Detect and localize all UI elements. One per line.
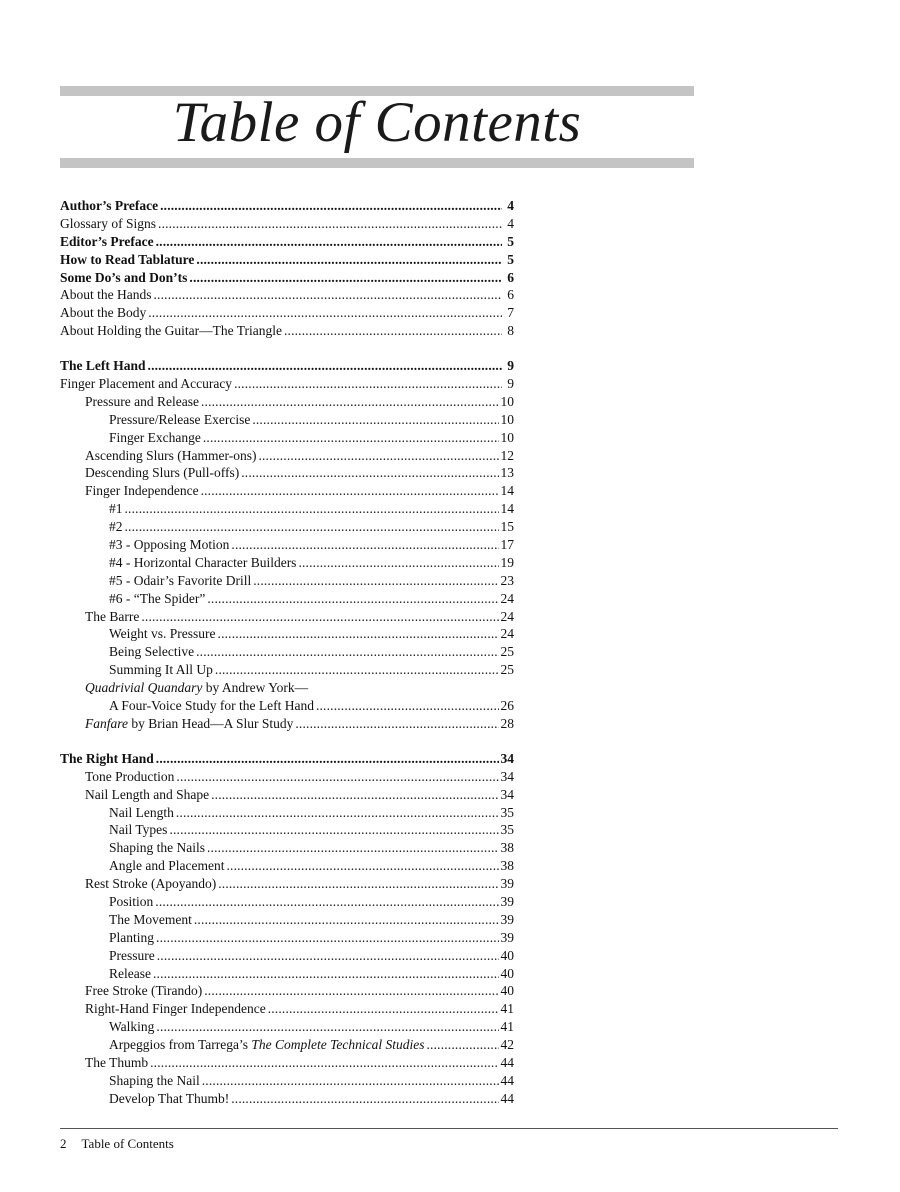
toc-entry-label xyxy=(85,768,174,786)
toc-entry[interactable] xyxy=(60,715,514,733)
toc-entry-label xyxy=(109,643,194,661)
toc-entry[interactable] xyxy=(60,572,514,590)
toc-entry[interactable] xyxy=(60,965,514,983)
toc-entry-label xyxy=(60,197,158,215)
toc-entry[interactable] xyxy=(60,1018,514,1036)
toc-entry[interactable] xyxy=(60,590,514,608)
dot-leader xyxy=(202,1072,499,1090)
toc-entry-label xyxy=(109,661,213,679)
dot-leader xyxy=(201,393,499,411)
toc-entry[interactable] xyxy=(60,625,514,643)
toc-entry-label xyxy=(109,1018,154,1036)
toc-entry-text: Glossary of Signs xyxy=(60,215,157,231)
toc-entry-text: A Four-Voice Study for the Left Hand xyxy=(109,698,314,714)
toc-entry-label xyxy=(109,947,155,965)
dot-leader xyxy=(201,482,499,500)
toc-entry[interactable] xyxy=(60,215,514,233)
toc-entry-text: Shaping the Nails xyxy=(109,840,205,856)
toc-entry-label xyxy=(85,1054,148,1072)
dot-leader xyxy=(203,429,499,447)
toc-entry-page-number: 5 xyxy=(507,251,514,267)
toc-entry[interactable] xyxy=(60,500,514,518)
toc-entry-title-italic: The Complete Technical Studies xyxy=(251,1037,425,1053)
toc-entry-page-number: 13 xyxy=(500,465,514,481)
toc-entry-text: by Brian Head—A Slur Study xyxy=(128,715,294,731)
toc-entry-label xyxy=(109,821,167,839)
dot-leader xyxy=(148,304,502,322)
dot-leader xyxy=(176,768,498,786)
toc-entry[interactable] xyxy=(60,357,514,375)
toc-entry-label xyxy=(85,679,308,697)
toc-entry-page-number: 38 xyxy=(500,840,514,856)
toc-entry[interactable] xyxy=(60,1072,514,1090)
toc-entry[interactable] xyxy=(60,893,514,911)
dot-leader xyxy=(207,590,498,608)
toc-entry-label xyxy=(85,464,239,482)
dot-leader xyxy=(218,625,499,643)
toc-entry[interactable] xyxy=(60,697,514,715)
toc-entry-label xyxy=(109,411,250,429)
dot-leader xyxy=(156,1018,498,1036)
toc-entry-page-number: 7 xyxy=(507,305,514,321)
toc-entry-label xyxy=(109,572,251,590)
toc-entry-label xyxy=(60,269,187,287)
toc-entry[interactable] xyxy=(60,750,514,768)
toc-entry-label xyxy=(109,590,205,608)
toc-entry-page-number: 10 xyxy=(500,393,514,409)
toc-entry-page-number: 19 xyxy=(500,554,514,570)
dot-leader xyxy=(231,1090,498,1108)
toc-entry-text: Right-Hand Finger Independence xyxy=(85,1001,266,1017)
toc-entry-label xyxy=(85,482,199,500)
title-rule-bottom xyxy=(60,158,694,168)
toc-entry-text: Editor’s Preface xyxy=(60,233,154,249)
toc-entry[interactable] xyxy=(60,982,514,1000)
dot-leader xyxy=(157,947,499,965)
toc-entry-page-number: 44 xyxy=(500,1072,514,1088)
toc-entry-page-number: 4 xyxy=(507,198,514,213)
toc-entry-page-number: 9 xyxy=(507,358,514,374)
toc-entry-page-number: 24 xyxy=(500,626,514,642)
toc-entry-label xyxy=(60,357,146,375)
toc-entry-label xyxy=(85,786,209,804)
toc-entry-page-number: 34 xyxy=(500,750,514,766)
toc-entry[interactable] xyxy=(60,1090,514,1108)
toc-entry-label xyxy=(85,982,202,1000)
toc-entry-page-number: 5 xyxy=(507,233,514,249)
dot-leader xyxy=(125,500,499,518)
toc-entry-page-number: 42 xyxy=(500,1037,514,1053)
toc-entry-page-number: 9 xyxy=(507,376,514,392)
footer-page-number: 2 xyxy=(60,1136,67,1151)
toc-entry-text: Walking xyxy=(109,1019,155,1035)
dot-leader xyxy=(316,697,499,715)
toc-entry-text: The Right Hand xyxy=(60,750,154,766)
dot-leader xyxy=(176,804,499,822)
footer-rule xyxy=(60,1128,838,1129)
toc-section xyxy=(60,197,514,340)
dot-leader xyxy=(160,197,502,215)
toc-entry-label xyxy=(109,518,123,536)
toc-entry[interactable] xyxy=(60,911,514,929)
toc-entry[interactable] xyxy=(60,286,514,304)
toc-entry[interactable] xyxy=(60,375,514,393)
toc-entry[interactable] xyxy=(60,786,514,804)
toc-entry-page-number: 40 xyxy=(500,947,514,963)
toc-entry-page-number: 6 xyxy=(507,287,514,303)
toc-entry[interactable] xyxy=(60,643,514,661)
toc-entry[interactable] xyxy=(60,875,514,893)
dot-leader xyxy=(155,893,498,911)
toc-entry-label xyxy=(109,625,216,643)
toc-entry[interactable] xyxy=(60,464,514,482)
toc-entry-text: Being Selective xyxy=(109,644,195,660)
toc-entry-label xyxy=(60,750,154,768)
toc-entry-text: The Barre xyxy=(85,608,140,624)
toc-entry-text: Arpeggios from Tarrega’s xyxy=(109,1037,252,1053)
toc-entry-text: Author’s Preface xyxy=(60,198,159,213)
toc-entry-text: Angle and Placement xyxy=(109,858,225,874)
dot-leader xyxy=(156,750,499,768)
toc-entry-page-number: 24 xyxy=(500,590,514,606)
dot-leader xyxy=(284,322,502,340)
dot-leader xyxy=(234,375,502,393)
toc-entry-page-number: 40 xyxy=(500,965,514,981)
toc-entry[interactable] xyxy=(60,447,514,465)
toc-entry-text: The Left Hand xyxy=(60,358,146,374)
toc-entry-label xyxy=(60,251,194,269)
toc-entry-label xyxy=(60,233,154,251)
toc-entry[interactable] xyxy=(60,821,514,839)
toc-entry-text: Summing It All Up xyxy=(109,662,213,678)
dot-leader xyxy=(226,857,498,875)
dot-leader xyxy=(153,965,499,983)
toc-entry[interactable] xyxy=(60,197,514,215)
toc-entry[interactable] xyxy=(60,947,514,965)
toc-entry-label xyxy=(109,1090,229,1108)
toc-entry-page-number: 12 xyxy=(500,447,514,463)
dot-leader xyxy=(196,643,498,661)
toc-entry[interactable] xyxy=(60,322,514,340)
toc-entry-text: About Holding the Guitar—The Triangle xyxy=(60,323,282,339)
toc-entry-label xyxy=(109,536,229,554)
toc-entry[interactable] xyxy=(60,304,514,322)
toc-entry-page-number: 35 xyxy=(500,822,514,838)
toc-entry-page-number: 10 xyxy=(500,411,514,427)
toc-entry[interactable] xyxy=(60,1054,514,1072)
dot-leader xyxy=(252,411,498,429)
toc-entry[interactable] xyxy=(60,929,514,947)
dot-leader xyxy=(231,536,498,554)
toc-entry-page-number: 10 xyxy=(500,429,514,445)
toc-entry-text: Pressure and Release xyxy=(85,393,199,409)
toc-entry-page-number: 35 xyxy=(500,804,514,820)
toc-entry-label xyxy=(60,375,232,393)
toc-entry[interactable] xyxy=(60,857,514,875)
toc-entry-page-number: 4 xyxy=(507,215,514,231)
toc-entry-label xyxy=(85,1000,266,1018)
toc-entry-label xyxy=(109,911,192,929)
dot-leader xyxy=(156,929,498,947)
toc-entry-text: Develop That Thumb! xyxy=(109,1090,230,1106)
toc-entry[interactable] xyxy=(60,518,514,536)
toc-entry-text: Some Do’s and Don’ts xyxy=(60,269,188,285)
toc-entry-text: The Movement xyxy=(109,911,192,927)
dot-leader xyxy=(211,786,498,804)
toc-entry-label xyxy=(109,893,153,911)
dot-leader xyxy=(268,1000,499,1018)
toc-entry-text: by Andrew York— xyxy=(202,680,309,696)
toc-entry-label xyxy=(85,393,199,411)
toc-entry-page-number: 8 xyxy=(507,323,514,339)
toc-entry-page-number: 25 xyxy=(500,662,514,678)
toc-entry-label xyxy=(60,304,146,322)
dot-leader xyxy=(189,269,502,287)
dot-leader xyxy=(196,251,502,269)
toc-entry-label xyxy=(109,965,151,983)
dot-leader xyxy=(194,911,499,929)
toc-entry-label xyxy=(109,804,174,822)
dot-leader xyxy=(158,215,502,233)
toc-entry-label xyxy=(85,875,216,893)
toc-entry[interactable] xyxy=(60,269,514,287)
toc-entry[interactable] xyxy=(60,839,514,857)
toc-entry-text: #5 - Odair’s Favorite Drill xyxy=(109,572,252,588)
toc-entry-text: Descending Slurs (Pull-offs) xyxy=(85,465,240,481)
toc-entry-label xyxy=(85,608,139,626)
toc-entry-text: Shaping the Nail xyxy=(109,1072,200,1088)
toc-entry-page-number: 39 xyxy=(500,893,514,909)
toc-entry-text: Free Stroke (Tirando) xyxy=(85,983,203,999)
dot-leader xyxy=(150,1054,498,1072)
dot-leader xyxy=(215,661,499,679)
toc-entry-text: #2 xyxy=(109,519,123,535)
toc-entry[interactable] xyxy=(60,1036,514,1054)
toc-entry[interactable] xyxy=(60,429,514,447)
dot-leader xyxy=(169,821,498,839)
toc-entry-label xyxy=(109,697,314,715)
toc-entry-title-italic: Quadrivial Quandary xyxy=(85,680,203,696)
toc-entry-page-number: 41 xyxy=(500,1001,514,1017)
dot-leader xyxy=(295,715,498,733)
toc-entry-page-number: 28 xyxy=(500,715,514,731)
dot-leader xyxy=(253,572,498,590)
toc-entry-page-number: 34 xyxy=(500,768,514,784)
dot-leader xyxy=(241,464,498,482)
toc-entry-page-number: 17 xyxy=(500,537,514,553)
toc-entry-text: Finger Placement and Accuracy xyxy=(60,376,233,392)
toc-entry-label xyxy=(109,1036,425,1054)
toc-entry-label xyxy=(109,857,224,875)
toc-entry-text: Nail Types xyxy=(109,822,168,838)
toc-entry[interactable] xyxy=(60,679,514,697)
toc-entry-text: #3 - Opposing Motion xyxy=(109,537,230,553)
dot-leader xyxy=(204,982,498,1000)
toc-entry-page-number: 40 xyxy=(500,983,514,999)
toc-entry[interactable] xyxy=(60,233,514,251)
toc-entry-text: Weight vs. Pressure xyxy=(109,626,216,642)
toc-entry-text: Finger Exchange xyxy=(109,429,201,445)
toc-entry[interactable] xyxy=(60,536,514,554)
page-footer xyxy=(60,1136,174,1152)
toc-entry-text: Position xyxy=(109,893,154,909)
toc-entry-text: The Thumb xyxy=(85,1054,149,1070)
toc-entry-page-number: 34 xyxy=(500,786,514,802)
dot-leader xyxy=(427,1036,499,1054)
dot-leader xyxy=(141,608,498,626)
dot-leader xyxy=(298,554,498,572)
toc-entry-page-number: 24 xyxy=(500,608,514,624)
toc-entry-label xyxy=(85,447,256,465)
toc-section xyxy=(60,357,514,733)
toc-entry-page-number: 44 xyxy=(500,1054,514,1070)
toc-entry[interactable] xyxy=(60,768,514,786)
dot-leader xyxy=(125,518,499,536)
toc-entry[interactable] xyxy=(60,608,514,626)
toc-entry-page-number: 14 xyxy=(500,483,514,499)
toc-entry-text: #1 xyxy=(109,501,123,517)
toc-entry-page-number: 39 xyxy=(500,911,514,927)
toc-entry-page-number: 39 xyxy=(500,929,514,945)
toc-entry-page-number: 41 xyxy=(500,1019,514,1035)
footer-running-title: Table of Contents xyxy=(81,1136,174,1151)
toc-entry-label xyxy=(60,286,152,304)
toc-entry-page-number: 15 xyxy=(500,519,514,535)
toc-entry-text: About the Hands xyxy=(60,287,152,303)
dot-leader xyxy=(258,447,498,465)
toc-entry[interactable] xyxy=(60,393,514,411)
toc-entry-text: Planting xyxy=(109,929,155,945)
toc-entry-page-number: 6 xyxy=(507,269,514,285)
dot-leader xyxy=(207,839,499,857)
toc-section xyxy=(60,750,514,1108)
toc-entry[interactable] xyxy=(60,1000,514,1018)
toc-entry-page-number: 14 xyxy=(500,501,514,517)
toc-entry-label xyxy=(109,500,123,518)
toc-entry[interactable] xyxy=(60,251,514,269)
toc-entry-text: Rest Stroke (Apoyando) xyxy=(85,876,217,892)
toc-entry-text: Finger Independence xyxy=(85,483,199,499)
toc-entry-label xyxy=(109,929,154,947)
toc-entry-label xyxy=(109,839,205,857)
dot-leader xyxy=(218,875,498,893)
toc-entry-text: Ascending Slurs (Hammer-ons) xyxy=(85,447,257,463)
toc-entry-text: #6 - “The Spider” xyxy=(109,590,206,606)
toc-entry-text: #4 - Horizontal Character Builders xyxy=(109,554,297,570)
toc-entry-page-number: 38 xyxy=(500,858,514,874)
toc-entry-text: Pressure xyxy=(109,947,155,963)
toc-entry-label xyxy=(60,322,282,340)
dot-leader xyxy=(148,357,502,375)
toc-entry-label xyxy=(60,215,156,233)
toc-entry-text: Release xyxy=(109,965,151,981)
toc-entry-text: Pressure/Release Exercise xyxy=(109,411,251,427)
toc-entry-text: About the Body xyxy=(60,305,147,321)
table-of-contents xyxy=(60,197,514,1125)
toc-entry-page-number: 44 xyxy=(500,1090,514,1106)
toc-entry-title-italic: Fanfare xyxy=(85,715,128,731)
toc-entry[interactable] xyxy=(60,411,514,429)
toc-entry-page-number: 25 xyxy=(500,644,514,660)
toc-entry-text: How to Read Tablature xyxy=(60,251,195,267)
toc-entry-page-number: 23 xyxy=(500,572,514,588)
toc-entry[interactable] xyxy=(60,482,514,500)
toc-entry-label xyxy=(85,715,293,733)
toc-entry[interactable] xyxy=(60,661,514,679)
toc-entry-text: Tone Production xyxy=(85,768,175,784)
dot-leader xyxy=(156,233,502,251)
toc-entry-page-number: 39 xyxy=(500,876,514,892)
toc-entry-label xyxy=(109,1072,200,1090)
toc-entry-page-number: 26 xyxy=(500,698,514,714)
toc-entry-text: Nail Length and Shape xyxy=(85,786,210,802)
toc-entry[interactable] xyxy=(60,554,514,572)
toc-entry-label xyxy=(109,429,201,447)
page-title: Table of Contents xyxy=(172,91,582,154)
toc-entry-label xyxy=(109,554,296,572)
toc-entry[interactable] xyxy=(60,804,514,822)
toc-entry-text: Nail Length xyxy=(109,804,174,820)
dot-leader xyxy=(154,286,503,304)
